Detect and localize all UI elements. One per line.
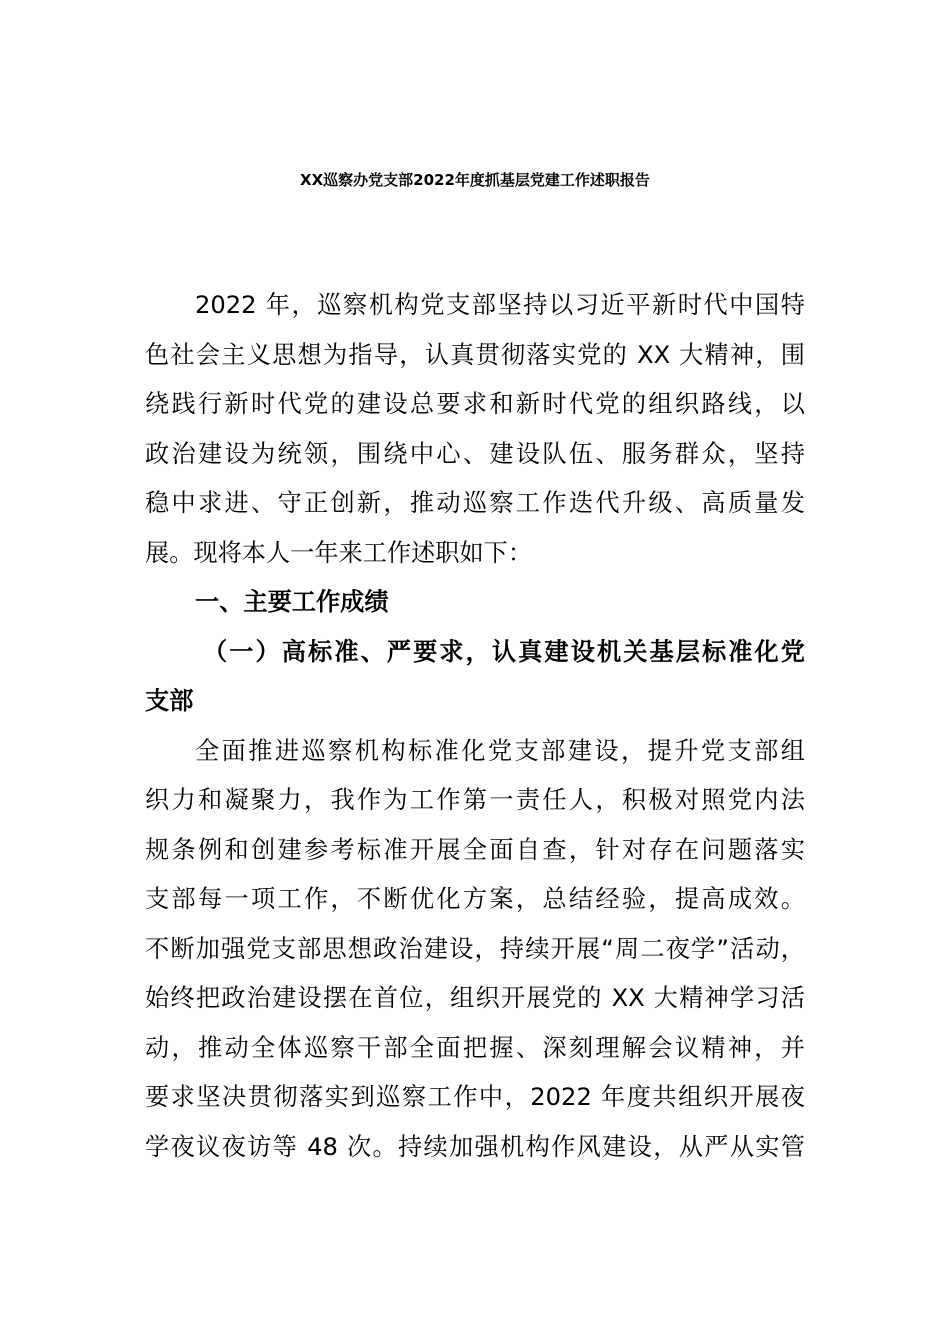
paragraph-line: 要求坚决贯彻落实到巡察工作中，2022 年度共组织开展夜 [145, 1083, 805, 1111]
paragraph-line: 支部每一项工作，不断优化方案，总结经验，提高成效。 [145, 885, 805, 913]
paragraph-line: 2022 年，巡察机构党支部坚持以习近平新时代中国特 [195, 291, 805, 319]
paragraph-line: 展。现将本人一年来工作述职如下： [145, 538, 533, 567]
paragraph-line: 色社会主义思想为指导，认真贯彻落实党的 XX 大精神，围 [145, 340, 805, 369]
paragraph-line: 织力和凝聚力，我作为工作第一责任人，积极对照党内法 [145, 786, 805, 814]
paragraph-line: 全面推进巡察机构标准化党支部建设，提升党支部组 [195, 736, 805, 765]
subsection-heading: （一）高标准、严要求，认真建设机关基层标准化党 [203, 637, 805, 666]
paragraph-line: 始终把政治建设摆在首位，组织开展党的 XX 大精神学习活 [145, 984, 805, 1012]
paragraph-line: 学夜议夜访等 48 次。持续加强机构作风建设，从严从实管 [145, 1132, 805, 1161]
section-heading: 一、主要工作成绩 [195, 588, 389, 616]
paragraph-line: 规条例和创建参考标准开展全面自查，针对存在问题落实 [145, 835, 805, 864]
paragraph-line: 政治建设为统领，围绕中心、建设队伍、服务群众，坚持 [145, 439, 805, 468]
subsection-heading-continued: 支部 [145, 687, 194, 715]
paragraph-line: 不断加强党支部思想政治建设，持续开展“周二夜学”活动， [145, 934, 805, 963]
document-body [145, 281, 805, 1172]
paragraph-line: 绕践行新时代党的建设总要求和新时代党的组织路线，以 [145, 390, 805, 418]
paragraph-line: 稳中求进、守正创新，推动巡察工作迭代升级、高质量发 [145, 489, 805, 517]
document-title: XX巡察办党支部2022年度抓基层党建工作述职报告 [300, 171, 650, 189]
paragraph-line: 动，推动全体巡察干部全面把握、深刻理解会议精神，并 [145, 1033, 805, 1062]
